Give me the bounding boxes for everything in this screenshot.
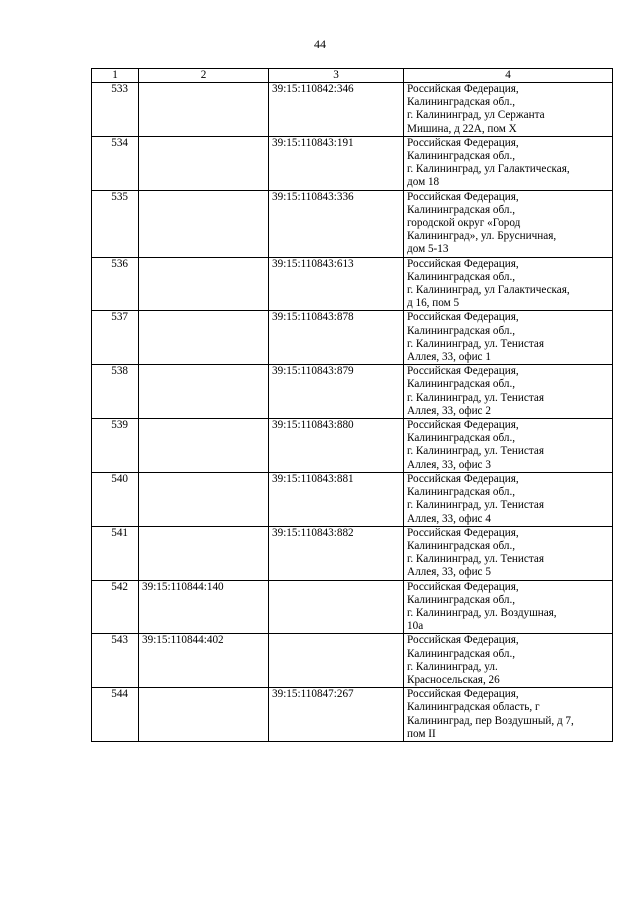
table-row — [92, 472, 613, 526]
cadastral-number-cell — [139, 257, 269, 311]
cadastral-number-cell — [139, 365, 269, 419]
cadastral-number-cell: 39:15:110843:879 — [269, 365, 404, 419]
address-cell: Российская Федерация, Калининградская обл., г. Калининград, ул Галактическая, д 16, пом 5 — [404, 257, 613, 311]
cadastral-number-cell — [139, 472, 269, 526]
cadastral-number-cell — [139, 83, 269, 137]
address-cell: Российская Федерация, Калининградская обл., городской округ «Город Калининград», ул. Брусничная, дом 5-13 — [404, 190, 613, 257]
cadastral-number-cell: 39:15:110843:336 — [269, 190, 404, 257]
cadastral-number-cell — [139, 190, 269, 257]
cadastral-number-cell: 39:15:110842:346 — [269, 83, 404, 137]
row-number: 540 — [92, 472, 139, 526]
cadastral-number-cell — [139, 688, 269, 742]
table-row — [92, 311, 613, 365]
table-row — [92, 83, 613, 137]
address-cell: Российская Федерация, Калининградская обл., г. Калининград, ул. Красносельская, 26 — [404, 634, 613, 688]
row-number: 534 — [92, 136, 139, 190]
cadastral-number-cell — [139, 419, 269, 473]
cadastral-number-cell: 39:15:110843:881 — [269, 472, 404, 526]
table-row — [92, 136, 613, 190]
cadastral-number-cell: 39:15:110844:140 — [139, 580, 269, 634]
page-number: 44 — [314, 37, 326, 51]
row-number: 543 — [92, 634, 139, 688]
row-number: 535 — [92, 190, 139, 257]
cadastral-number-cell — [139, 136, 269, 190]
table-row — [92, 580, 613, 634]
column-header: 4 — [404, 69, 613, 83]
row-number: 541 — [92, 526, 139, 580]
table-row — [92, 688, 613, 742]
cadastral-number-cell: 39:15:110843:878 — [269, 311, 404, 365]
cadastral-number-cell — [269, 634, 404, 688]
address-cell: Российская Федерация, Калининградская область, г Калининград, пер Воздушный, д 7, пом II — [404, 688, 613, 742]
address-cell: Российская Федерация, Калининградская обл., г. Калининград, ул. Тенистая Аллея, 33, офис 2 — [404, 365, 613, 419]
row-number: 542 — [92, 580, 139, 634]
table-row — [92, 365, 613, 419]
cadastral-number-cell: 39:15:110847:267 — [269, 688, 404, 742]
table-header-row — [92, 69, 613, 83]
row-number: 533 — [92, 83, 139, 137]
cadastral-number-cell: 39:15:110843:880 — [269, 419, 404, 473]
cadastral-number-cell — [139, 311, 269, 365]
address-cell: Российская Федерация, Калининградская обл., г. Калининград, ул. Тенистая Аллея, 33, офис 1 — [404, 311, 613, 365]
cadastral-number-cell: 39:15:110844:402 — [139, 634, 269, 688]
column-header: 1 — [92, 69, 139, 83]
cadastral-number-cell: 39:15:110843:882 — [269, 526, 404, 580]
row-number: 538 — [92, 365, 139, 419]
row-number: 536 — [92, 257, 139, 311]
table-row — [92, 634, 613, 688]
column-header: 3 — [269, 69, 404, 83]
cadastral-number-cell: 39:15:110843:191 — [269, 136, 404, 190]
cadastral-number-cell: 39:15:110843:613 — [269, 257, 404, 311]
cadastral-number-cell — [139, 526, 269, 580]
address-cell: Российская Федерация, Калининградская обл., г. Калининград, ул. Тенистая Аллея, 33, офис 4 — [404, 472, 613, 526]
table-row — [92, 526, 613, 580]
address-cell: Российская Федерация, Калининградская обл., г. Калининград, ул. Тенистая Аллея, 33, офис 5 — [404, 526, 613, 580]
registry-table — [91, 68, 613, 742]
address-cell: Российская Федерация, Калининградская обл., г. Калининград, ул Галактическая, дом 18 — [404, 136, 613, 190]
address-cell: Российская Федерация, Калининградская обл., г. Калининград, ул. Воздушная, 10а — [404, 580, 613, 634]
table-row — [92, 419, 613, 473]
address-cell: Российская Федерация, Калининградская обл., г. Калининград, ул. Тенистая Аллея, 33, офис 3 — [404, 419, 613, 473]
row-number: 537 — [92, 311, 139, 365]
registry-table-body — [92, 69, 613, 742]
row-number: 539 — [92, 419, 139, 473]
row-number: 544 — [92, 688, 139, 742]
table-row — [92, 257, 613, 311]
table-row — [92, 190, 613, 257]
column-header: 2 — [139, 69, 269, 83]
address-cell: Российская Федерация, Калининградская обл., г. Калининград, ул Сержанта Мишина, д 22А, пом Х — [404, 83, 613, 137]
cadastral-number-cell — [269, 580, 404, 634]
